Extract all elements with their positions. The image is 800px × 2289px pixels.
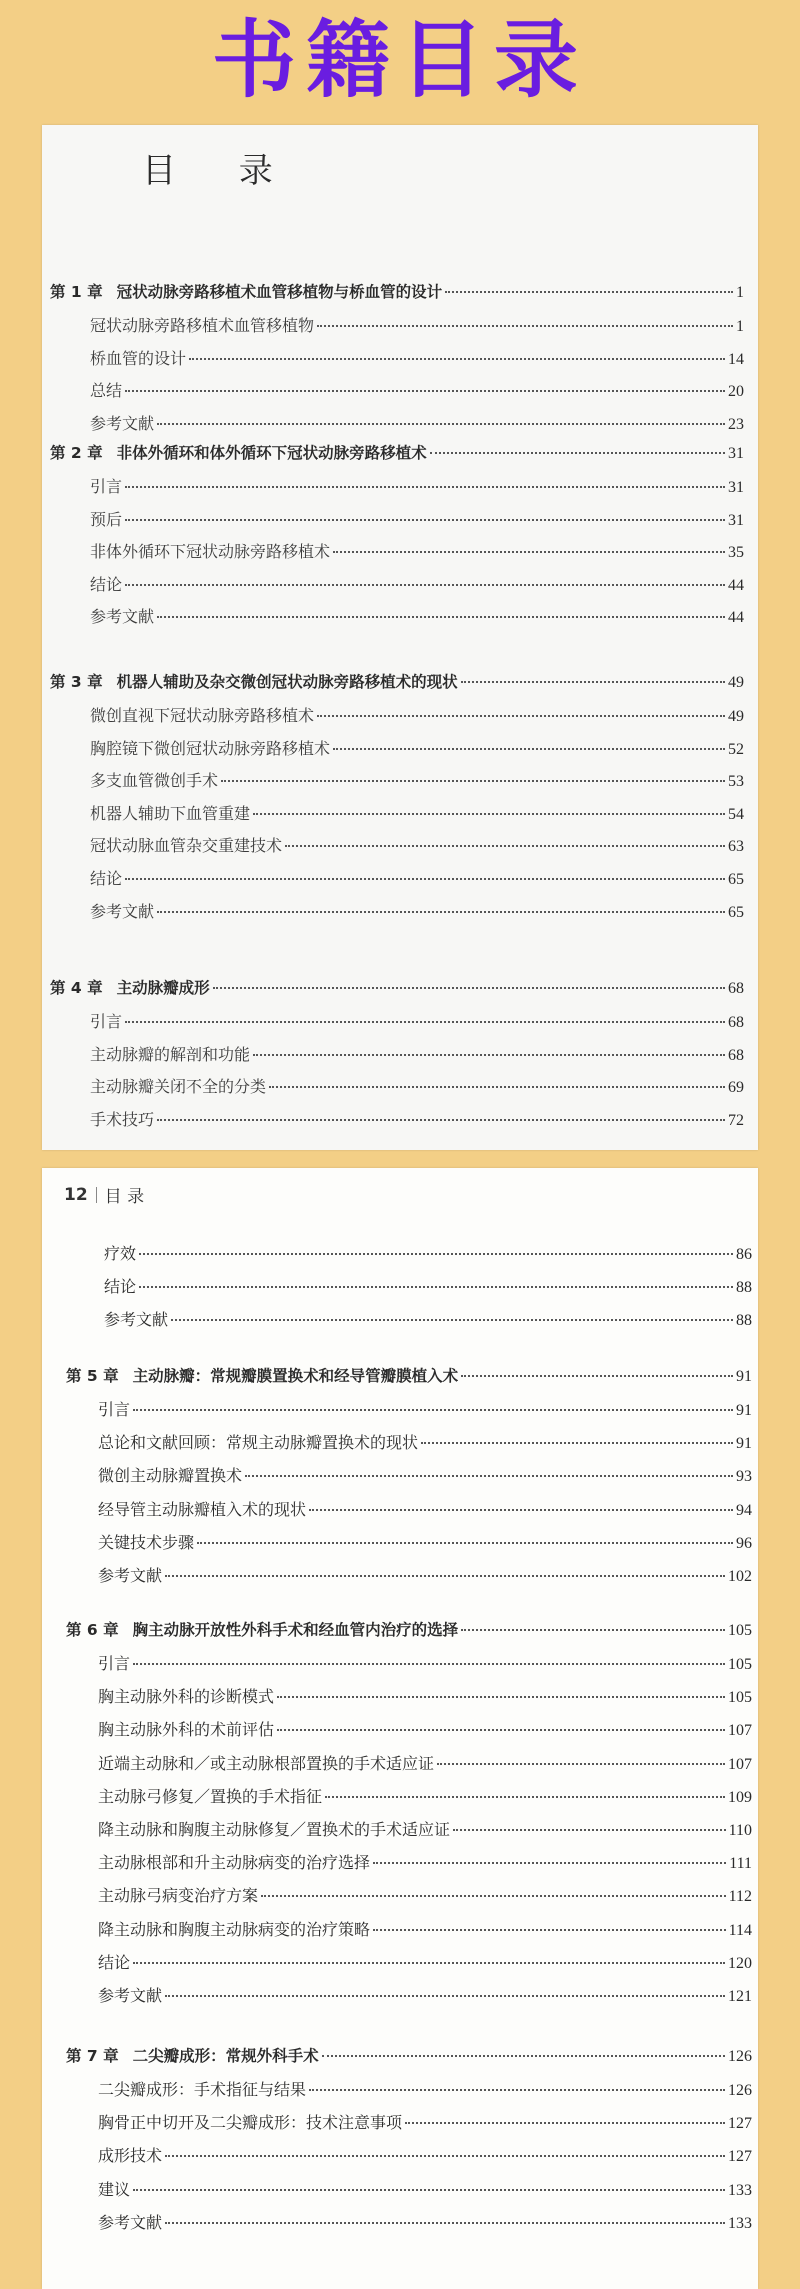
page-ref: 127 <box>728 2148 752 2166</box>
dot-leader <box>133 1663 725 1665</box>
page-number: 12 <box>64 1184 88 1205</box>
dot-leader <box>437 1763 725 1765</box>
toc-entry <box>98 1883 752 1906</box>
toc-entry <box>98 1497 752 1520</box>
toc-entry <box>90 474 744 497</box>
dot-leader <box>373 1929 726 1931</box>
toc-entry <box>98 1717 752 1740</box>
chapter-entry <box>66 1364 752 1386</box>
dot-leader <box>125 486 725 488</box>
chapter-title: 非体外循环和体外循环下冠状动脉旁路移植术 <box>116 444 427 462</box>
dot-leader <box>269 1086 725 1088</box>
dot-leader <box>253 813 725 815</box>
page-ref: 102 <box>728 1568 752 1585</box>
dot-leader <box>277 1729 725 1731</box>
page-ref: 109 <box>728 1788 752 1806</box>
toc-entry <box>98 2210 752 2233</box>
toc-entry <box>98 1684 752 1707</box>
page-ref: 72 <box>728 1111 744 1129</box>
entry-title: 结论 <box>98 1952 131 1972</box>
page-ref: 63 <box>728 838 744 856</box>
dot-leader <box>165 1575 725 1577</box>
entry-title: 冠状动脉血管杂交重建技术 <box>90 836 283 856</box>
toc-entry <box>90 1074 744 1097</box>
entry-title: 近端主动脉和／或主动脉根部置换的手术适应证 <box>98 1753 435 1773</box>
chapter-entry <box>50 441 744 463</box>
toc-entry <box>90 703 744 726</box>
banner-title: 书籍目录 <box>211 10 588 109</box>
dot-leader <box>277 1696 725 1698</box>
entry-title: 引言 <box>98 1654 131 1673</box>
chapter-number: 第 6 章 <box>66 1621 119 1639</box>
entry-title: 胸主动脉外科的诊断模式 <box>98 1687 275 1707</box>
page-ref: 1 <box>736 318 744 335</box>
toc-entry <box>90 378 744 401</box>
page-ref: 96 <box>736 1534 752 1552</box>
chapter-entry <box>50 280 744 302</box>
running-head-title: 目 录 <box>104 1187 145 1207</box>
page-ref: 88 <box>736 1312 752 1330</box>
chapter-title: 胸主动脉开放性外科手术和经血管内治疗的选择 <box>132 1621 459 1639</box>
toc-entry <box>98 1917 752 1940</box>
toc-entry <box>90 1107 744 1130</box>
page-ref: 126 <box>728 2082 752 2099</box>
toc-entry <box>104 1241 752 1264</box>
dot-leader <box>453 1829 726 1831</box>
entry-title: 微创直视下冠状动脉旁路移植术 <box>90 706 315 725</box>
toc-entry <box>98 1651 752 1674</box>
chapter-title: 主动脉瓣：常规瓣膜置换术和经导管瓣膜植入术 <box>132 1367 459 1385</box>
toc-entry <box>98 1397 752 1420</box>
toc-entry <box>90 801 744 824</box>
page-ref: 52 <box>728 740 744 758</box>
toc-entry <box>90 833 744 856</box>
page-ref: 91 <box>736 1368 752 1385</box>
toc-entry <box>90 313 744 336</box>
page-ref: 93 <box>736 1468 752 1486</box>
page-title: 目 录 <box>142 151 299 191</box>
entry-title: 参考文献 <box>104 1310 169 1330</box>
chapter-title: 二尖瓣成形：常规外科手术 <box>132 2047 319 2065</box>
dot-leader <box>165 1995 725 1997</box>
entry-title: 疗效 <box>104 1244 137 1263</box>
toc-entry <box>90 539 744 562</box>
entry-title: 预后 <box>90 509 123 529</box>
page-ref: 110 <box>728 1822 752 1839</box>
page-ref: 121 <box>728 1988 752 2005</box>
dot-leader <box>430 452 725 454</box>
toc-entry <box>98 1430 752 1453</box>
page-ref: 69 <box>728 1079 744 1097</box>
page-ref: 44 <box>728 576 744 594</box>
dot-leader <box>125 1021 725 1023</box>
page-ref: 91 <box>736 1435 752 1453</box>
toc-entry <box>90 1042 744 1065</box>
page-ref: 31 <box>728 445 744 462</box>
page-ref: 88 <box>736 1279 752 1297</box>
page-ref: 35 <box>728 544 744 562</box>
page-ref: 53 <box>728 773 744 791</box>
page-ref: 31 <box>728 511 744 529</box>
entry-title: 参考文献 <box>90 901 155 921</box>
dot-leader <box>405 2122 725 2124</box>
toc-entry <box>98 2077 752 2100</box>
entry-title: 胸骨正中切开及二尖瓣成形：技术注意事项 <box>98 2113 403 2133</box>
entry-title: 多支血管微创手术 <box>90 771 219 791</box>
page-ref: 107 <box>728 1722 752 1740</box>
toc-entry <box>90 346 744 369</box>
toc-entry <box>98 2177 752 2200</box>
toc-entry <box>90 768 744 791</box>
toc-entry <box>90 899 744 922</box>
dot-leader <box>139 1286 733 1288</box>
page-ref: 68 <box>728 1046 744 1064</box>
dot-leader <box>133 2189 725 2191</box>
page-ref: 114 <box>728 1921 752 1939</box>
page-ref: 65 <box>728 871 744 888</box>
entry-title: 引言 <box>98 1400 131 1419</box>
chapter-number: 第 3 章 <box>50 673 103 691</box>
entry-title: 经导管主动脉瓣植入术的现状 <box>98 1499 307 1519</box>
chapter-entry <box>66 2044 752 2066</box>
page-ref: 23 <box>728 415 744 433</box>
chapter-number: 第 4 章 <box>50 979 103 997</box>
dot-leader <box>333 748 725 750</box>
dot-leader <box>125 878 725 880</box>
toc-page-1 <box>42 125 758 1150</box>
dot-leader <box>157 911 725 913</box>
dot-leader <box>325 1796 725 1798</box>
dot-leader <box>189 358 725 360</box>
dot-leader <box>197 1542 733 1544</box>
dot-leader <box>317 715 725 717</box>
dot-leader <box>317 325 733 327</box>
toc-entry <box>90 507 744 530</box>
toc-entry <box>98 2110 752 2133</box>
dot-leader <box>309 1509 733 1511</box>
dot-leader <box>421 1442 733 1444</box>
toc-entry <box>90 411 744 434</box>
page-ref: 105 <box>728 1656 752 1673</box>
entry-title: 引言 <box>90 477 123 496</box>
toc-entry <box>104 1307 752 1330</box>
entry-title: 主动脉瓣关闭不全的分类 <box>90 1077 267 1097</box>
entry-title: 参考文献 <box>98 1986 163 2005</box>
page-ref: 31 <box>728 479 744 496</box>
entry-title: 结论 <box>90 574 123 594</box>
dot-leader <box>221 780 725 782</box>
page-ref: 126 <box>728 2048 752 2065</box>
page-ref: 54 <box>728 805 744 823</box>
entry-title: 主动脉瓣的解剖和功能 <box>90 1044 251 1064</box>
toc-entry <box>90 604 744 627</box>
chapter-number: 第 5 章 <box>66 1367 119 1385</box>
dot-leader <box>461 681 725 683</box>
dot-leader <box>157 1119 725 1121</box>
dot-leader <box>171 1319 733 1321</box>
chapter-entry <box>66 1618 752 1640</box>
entry-title: 主动脉根部和升主动脉病变的治疗选择 <box>98 1853 371 1873</box>
running-head <box>64 1182 144 1207</box>
running-head-divider <box>96 1187 97 1203</box>
toc-entry <box>98 2143 752 2166</box>
toc-entry <box>90 866 744 889</box>
page-ref: 68 <box>728 1014 744 1031</box>
dot-leader <box>139 1253 733 1255</box>
dot-leader <box>245 1475 733 1477</box>
page-ref: 91 <box>736 1402 752 1419</box>
entry-title: 二尖瓣成形：手术指征与结果 <box>98 2080 307 2099</box>
dot-leader <box>253 1054 725 1056</box>
entry-title: 参考文献 <box>90 413 155 433</box>
dot-leader <box>285 845 725 847</box>
dot-leader <box>373 1862 726 1864</box>
entry-title: 参考文献 <box>98 2212 163 2232</box>
dot-leader <box>125 519 725 521</box>
toc-entry <box>98 1751 752 1774</box>
toc-entry <box>104 1274 752 1297</box>
entry-title: 关键技术步骤 <box>98 1532 195 1552</box>
entry-title: 手术技巧 <box>90 1109 155 1129</box>
entry-title: 桥血管的设计 <box>90 348 187 368</box>
page-ref: 20 <box>728 383 744 401</box>
entry-title: 结论 <box>90 869 123 888</box>
page-ref: 133 <box>728 2181 752 2199</box>
dot-leader <box>309 2089 725 2091</box>
chapter-number: 第 7 章 <box>66 2047 119 2065</box>
banner <box>0 0 800 120</box>
toc-entry <box>98 1563 752 1586</box>
toc-entry <box>90 572 744 595</box>
chapter-title: 主动脉瓣成形 <box>116 979 210 997</box>
entry-title: 主动脉弓修复／置换的手术指征 <box>98 1786 323 1806</box>
entry-title: 微创主动脉瓣置换术 <box>98 1466 243 1486</box>
chapter-entry <box>50 670 744 692</box>
entry-title: 主动脉弓病变治疗方案 <box>98 1886 259 1906</box>
dot-leader <box>445 291 733 293</box>
page-ref: 49 <box>728 674 744 691</box>
entry-title: 成形技术 <box>98 2146 163 2166</box>
entry-title: 冠状动脉旁路移植术血管移植物 <box>90 316 315 335</box>
chapter-title: 冠状动脉旁路移植术血管移植物与桥血管的设计 <box>116 283 443 301</box>
page-ref: 127 <box>728 2115 752 2133</box>
page-ref: 68 <box>728 980 744 997</box>
entry-title: 机器人辅助下血管重建 <box>90 803 251 823</box>
toc-entry <box>98 1463 752 1486</box>
toc-entry <box>98 1850 752 1873</box>
page-ref: 94 <box>736 1501 752 1519</box>
page-ref: 120 <box>728 1954 752 1972</box>
entry-title: 非体外循环下冠状动脉旁路移植术 <box>90 542 331 562</box>
dot-leader <box>213 987 725 989</box>
page-ref: 112 <box>728 1888 752 1906</box>
toc-page-2 <box>42 1168 758 2289</box>
entry-title: 引言 <box>90 1012 123 1031</box>
dot-leader <box>165 2222 725 2224</box>
toc-entry <box>98 1784 752 1807</box>
dot-leader <box>125 390 725 392</box>
page-ref: 65 <box>728 903 744 921</box>
page-ref: 49 <box>728 708 744 725</box>
dot-leader <box>165 2155 725 2157</box>
entry-title: 总结 <box>90 381 123 401</box>
dot-leader <box>461 1629 725 1631</box>
page-ref: 111 <box>729 1855 752 1873</box>
entry-title: 参考文献 <box>98 1566 163 1585</box>
page-ref: 44 <box>728 609 744 627</box>
toc-entry <box>98 1950 752 1973</box>
entry-title: 胸腔镜下微创冠状动脉旁路移植术 <box>90 738 331 758</box>
dot-leader <box>322 2055 725 2057</box>
page-ref: 1 <box>736 284 744 301</box>
dot-leader <box>133 1962 725 1964</box>
dot-leader <box>261 1895 726 1897</box>
entry-title: 降主动脉和胸腹主动脉病变的治疗策略 <box>98 1919 371 1939</box>
dot-leader <box>461 1375 733 1377</box>
page-ref: 86 <box>736 1246 752 1263</box>
page-ref: 107 <box>728 1755 752 1773</box>
toc-entry <box>98 1983 752 2006</box>
dot-leader <box>133 1409 733 1411</box>
toc-entry <box>98 1817 752 1840</box>
dot-leader <box>157 616 725 618</box>
dot-leader <box>157 423 725 425</box>
toc-entry <box>90 736 744 759</box>
entry-title: 参考文献 <box>90 607 155 627</box>
dot-leader <box>125 584 725 586</box>
chapter-number: 第 1 章 <box>50 283 103 301</box>
dot-leader <box>333 551 725 553</box>
entry-title: 建议 <box>98 2179 131 2199</box>
entry-title: 总论和文献回顾：常规主动脉瓣置换术的现状 <box>98 1433 419 1453</box>
page-ref: 133 <box>728 2214 752 2232</box>
entry-title: 降主动脉和胸腹主动脉修复／置换术的手术适应证 <box>98 1820 451 1839</box>
entry-title: 胸主动脉外科的术前评估 <box>98 1720 275 1740</box>
page-ref: 105 <box>728 1622 752 1639</box>
chapter-title: 机器人辅助及杂交微创冠状动脉旁路移植术的现状 <box>116 673 458 691</box>
toc-entry <box>98 1530 752 1553</box>
toc-entry <box>90 1009 744 1032</box>
chapter-entry <box>50 976 744 998</box>
chapter-number: 第 2 章 <box>50 444 103 462</box>
page-ref: 14 <box>728 350 744 368</box>
entry-title: 结论 <box>104 1277 137 1297</box>
page-ref: 105 <box>728 1689 752 1707</box>
